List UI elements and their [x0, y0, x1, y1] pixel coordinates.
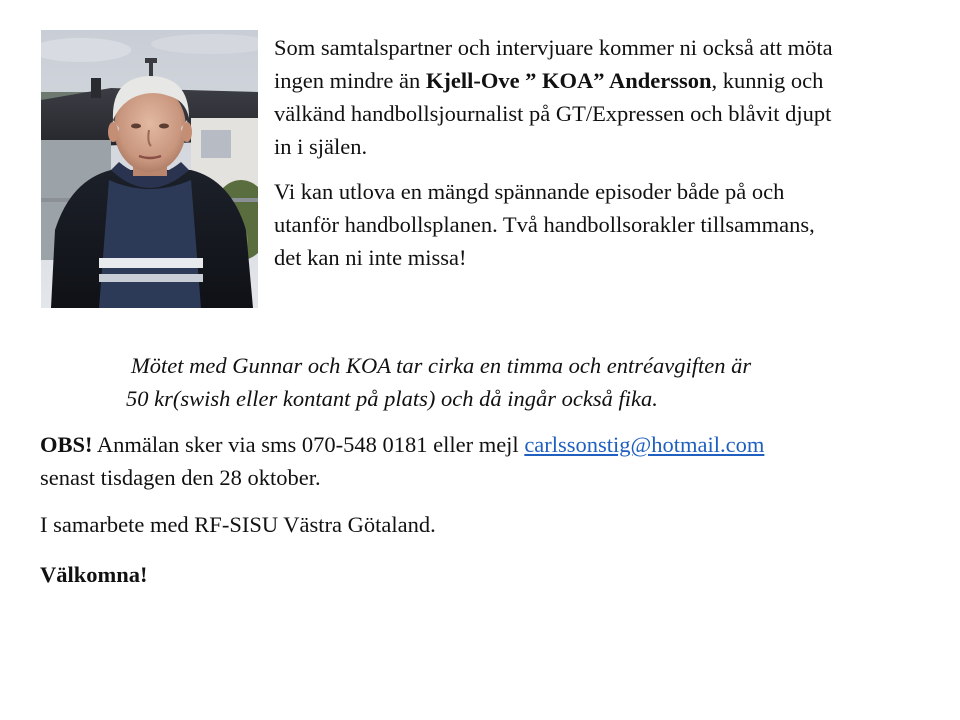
- intro-p2-line-2: utanför handbollsplanen. Två handbollsorakler tillsammans,: [274, 212, 815, 237]
- email-link[interactable]: carlssonstig@hotmail.com: [524, 432, 765, 457]
- intro-p1-line-2-post: , kunnig och: [711, 68, 824, 93]
- intro-p2-line-3: det kan ni inte missa!: [274, 245, 467, 270]
- intro-p1-line-2-pre: ingen mindre än: [274, 68, 426, 93]
- registration-text: Anmälan sker via sms 070-548 0181 eller mejl: [92, 432, 525, 457]
- registration-line-2: senast tisdagen den 28 oktober.: [40, 465, 321, 490]
- obs-label: OBS!: [40, 432, 93, 457]
- portrait-photo: [41, 30, 258, 308]
- journalist-name: Kjell-Ove ” KOA” Andersson: [425, 68, 712, 93]
- intro-p2-line-1: Vi kan utlova en mängd spännande episoder både på och: [274, 179, 785, 204]
- intro-text: [274, 31, 946, 274]
- intro-p1-line-2: [274, 64, 946, 97]
- intro-p1-line-4: in i själen.: [274, 134, 368, 159]
- meeting-info: [126, 349, 926, 415]
- intro-paragraph-1: [274, 31, 946, 163]
- intro-p1-line-1: Som samtalspartner och intervjuare kommer ni också att möta: [274, 35, 833, 60]
- collaboration-text: I samarbete med RF-SISU Västra Götaland.: [40, 512, 436, 537]
- welcome-text: Välkomna!: [40, 562, 148, 587]
- intro-paragraph-2: [274, 175, 946, 274]
- meeting-line-1: Mötet med Gunnar och KOA tar cirka en timma och entréavgiften är: [131, 353, 752, 378]
- intro-p1-line-3: välkänd handbollsjournalist på GT/Expressen och blåvit djupt: [274, 101, 832, 126]
- registration-line-1: [40, 428, 940, 461]
- meeting-line-2: 50 kr(swish eller kontant på plats) och då ingår också fika.: [126, 386, 658, 411]
- registration-info: [40, 428, 940, 494]
